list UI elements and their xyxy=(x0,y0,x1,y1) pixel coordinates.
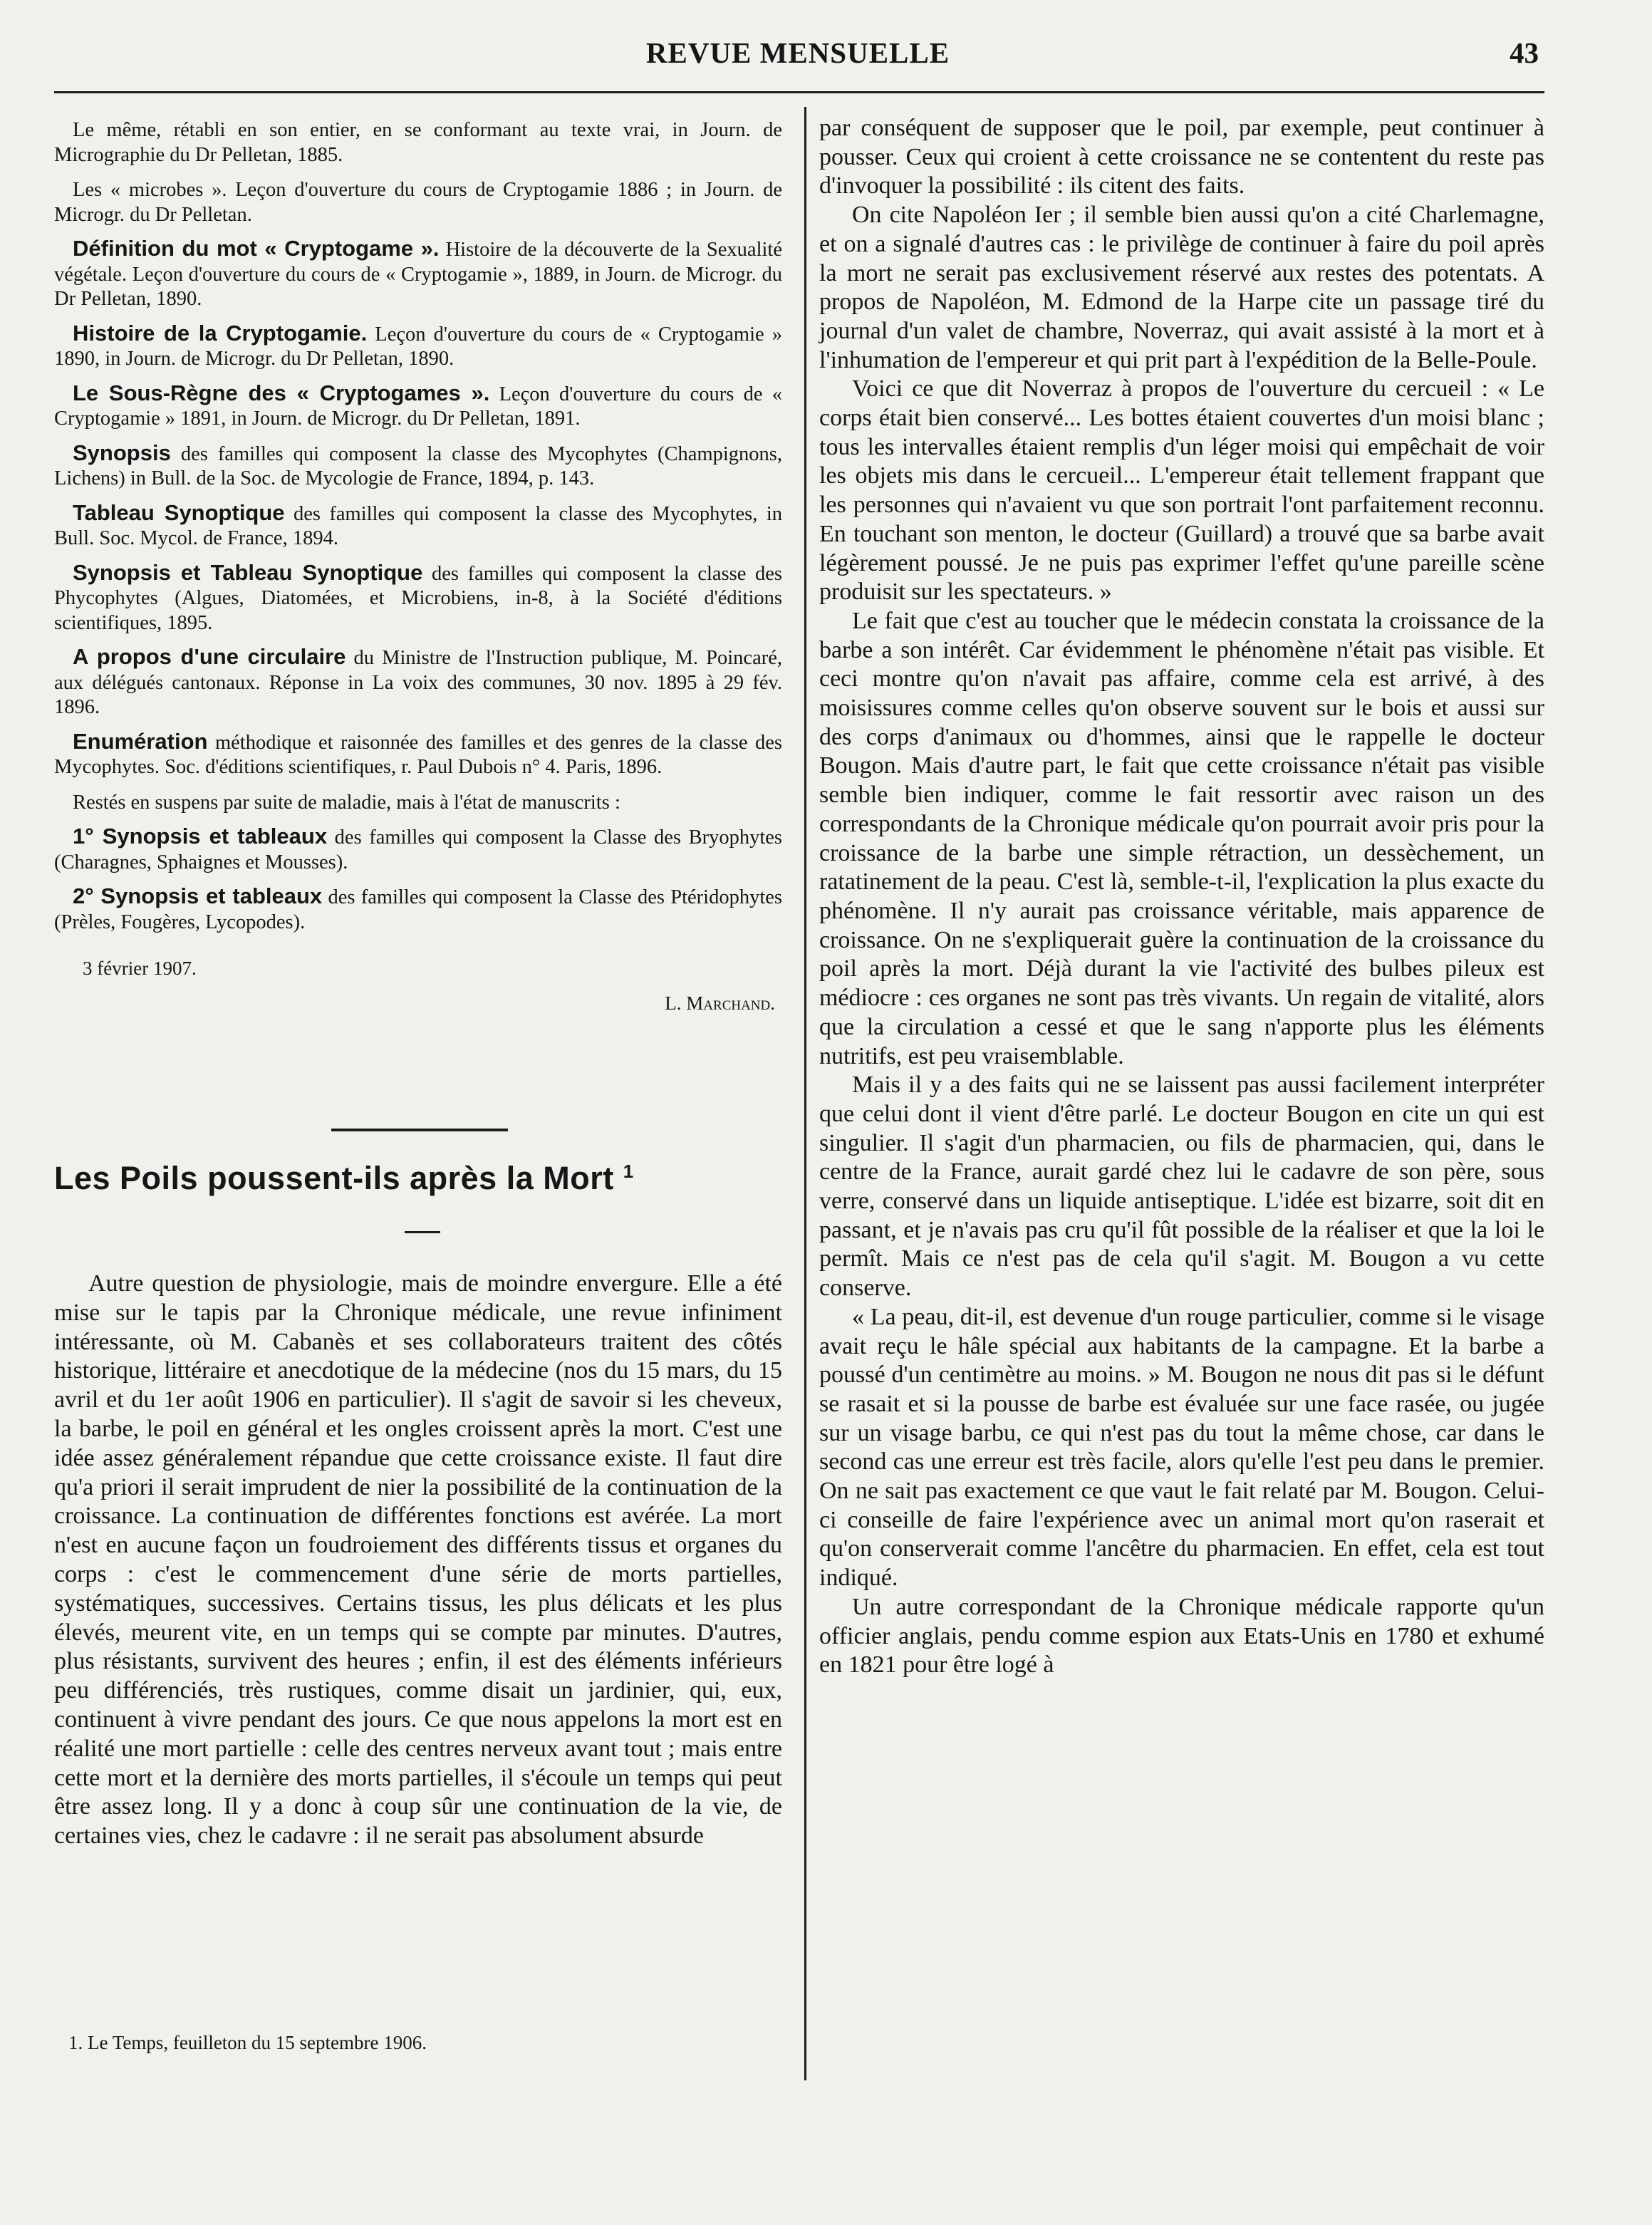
article-column-right xyxy=(819,114,1544,1680)
header-rule xyxy=(54,91,1544,93)
bibliography-entry: 1° Synopsis et tableaux des familles qui composent la Classe des Bryophytes (Charagnes, Sphaignes et Mousses). xyxy=(54,824,782,873)
bibliography-entry: 2° Synopsis et tableaux des familles qui composent la Classe des Ptéridophytes (Prèles, Fougères, Lycopodes). xyxy=(54,883,782,933)
bibliography-entry: Définition du mot « Cryptogame ». Histoire de la découverte de la Sexualité végétale. Leçon d'ouverture du cours de « Cryptogamie », 1889, in Journ. de Microgr. du Dr Pelletan, 1890. xyxy=(54,236,782,310)
article-paragraph: Autre question de physiologie, mais de moindre envergure. Elle a été mise sur le tapis par la Chronique médicale, une revue infiniment intéressante, où M. Cabanès et ses collaborateurs traitent des côtés historique, littéraire et anecdotique de la médecine (nos du 15 mars, du 15 avril et du 1er août 1906 en particulier). Il s'agit de savoir si les cheveux, la barbe, le poil en général et les ongles croissent après la mort. C'est une idée assez généralement répandue que cette croissance existe. Il faut dire qu'a priori il serait imprudent de nier la possibilité de la continuation de la croissance. La continuation de différentes fonctions est avérée. La mort n'est en aucune façon un foudroiement des différents tissus et organes du corps : c'est le commencement d'une série de morts partielles, systématiques, successives. Certains tissus, les plus délicats et les plus élevés, meurent vite, en un temps qui se compte par minutes. D'autres, plus résistants, survivent des heures ; enfin, il est des éléments inférieurs peu différenciés, très rustiques, comme disait un jardinier, qui, eux, continuent à vivre pendant des jours. Ce que nous appelons la mort est en réalité une mort partielle : celle des centres nerveux avant tout ; mais entre cette mort et la dernière des morts partielles, il s'écoule un temps qui peut être assez long. Il y a donc à coup sûr une continuation de la vie, de certaines vies, chez le cadavre : il ne serait pas absolument absurde xyxy=(54,1270,782,1850)
title-rule xyxy=(405,1231,440,1233)
section-separator xyxy=(331,1129,508,1131)
article-title: Les Poils poussent-ils après la Mort $^1$ xyxy=(54,1160,634,1196)
page-number: 43 xyxy=(1510,36,1539,69)
column-rule xyxy=(804,107,806,2080)
article-paragraph: par conséquent de supposer que le poil, par exemple, peut continuer à pousser. Ceux qui croient à cette croissance ne se contentent du reste pas d'invoquer la possibilité : ils citent des faits. xyxy=(819,115,1544,199)
dateline: 3 février 1907. xyxy=(83,958,197,979)
bibliography-entry: Les « microbes ». Leçon d'ouverture du cours de Cryptogamie 1886 ; in Journ. de Microgr. du Dr Pelletan. xyxy=(54,179,782,226)
article-paragraph: « La peau, dit-il, est devenue d'un rouge particulier, comme si le visage avait reçu le hâle spécial aux habitants de la campagne. Et la barbe a poussé d'un centimètre au moins. » M. Bougon ne nous dit pas si le défunt se rasait et si la pousse de barbe est évaluée sur une face rasée, ou jugée sur un visage barbu, ce qui n'est pas du tout la même chose, car dans le second cas une erreur est très facile, alors qu'elle l'est peu dans le premier. On ne sait pas exactement ce que vaut le fait relaté par M. Bougon. Celui-ci conseille de faire l'expérience avec un animal mort qu'on raserait et qu'on conserverait comme l'ancêtre du pharmacien. En effet, cela est tout indiqué. xyxy=(819,1303,1544,1592)
bibliography-entry: Le Sous-Règne des « Cryptogames ». Leçon d'ouverture du cours de « Cryptogamie » 1891, in Journ. de Microgr. du Dr Pelletan, 1891. xyxy=(54,380,782,430)
bibliography-entry: Histoire de la Cryptogamie. Leçon d'ouverture du cours de « Cryptogamie » 1890, in Journ. de Microgr. du Dr Pelletan, 1890. xyxy=(54,320,782,370)
footnote-marker: 1 xyxy=(623,1161,634,1182)
bibliography-entry: Synopsis des familles qui composent la classe des Mycophytes (Champignons, Lichens) in Bull. de la Soc. de Mycologie de France, 1894, p. 143. xyxy=(54,440,782,489)
article-paragraph: Un autre correspondant de la Chronique médicale rapporte qu'un officier anglais, pendu comme espion aux Etats-Unis en 1780 et exhumé en 1821 pour être logé à xyxy=(819,1593,1544,1679)
bibliography-entry: A propos d'une circulaire du Ministre de l'Instruction publique, M. Poincaré, aux délégués cantonaux. Réponse in La voix des communes, 30 nov. 1895 à 29 fév. 1896. xyxy=(54,644,782,718)
article-column-left xyxy=(54,1270,782,1851)
article-paragraph: Le fait que c'est au toucher que le médecin constata la croissance de la barbe a son intérêt. Car évidemment le phénomène n'était pas visible. Et ceci montre qu'on n'avait pas affaire, comme cela est arrivé, à des moisissures comme celles qu'on observe souvent sur le bois et aussi sur des corps d'animaux ou d'hommes, ainsi que le rappelle le docteur Bougon. Mais d'autre part, le fait que cette croissance n'était pas visible semble bien indiquer, comme le fait ressortir avec raison un des correspondants de la Chronique médicale qu'on pourrait avoir pris pour la croissance de la barbe une simple rétraction, un dessèchement, un ratatinement de la peau. C'est là, semble-t-il, l'explication la plus exacte du phénomène. Il n'y aurait pas croissance véritable, mais apparence de croissance. On ne s'expliquerait guère la continuation de la croissance du poil après la mort. Déjà durant la vie l'activité des bulbes pileux est médiocre : ces organes ne sont pas très vivants. Un regain de vitalité, alors que la circulation a cessé et que le sang n'apporte plus les éléments nutritifs, est peu vraisemblable. xyxy=(819,607,1544,1069)
bibliography-list xyxy=(54,117,782,1015)
footnote: 1. Le Temps, feuilleton du 15 septembre 1906. xyxy=(68,2032,427,2053)
bibliography-entry: Tableau Synoptique des familles qui composent la classe des Mycophytes, in Bull. Soc. Mycol. de France, 1894. xyxy=(54,499,782,549)
bibliography-entry: Synopsis et Tableau Synoptique des familles qui composent la classe des Phycophytes (Algues, Diatomées, et Microbiens, in-8, à la Société d'éditions scientifiques, 1895. xyxy=(54,559,782,634)
bibliography-entry: Le même, rétabli en son entier, en se conformant au texte vrai, in Journ. de Micrographie du Dr Pelletan, 1885. xyxy=(54,119,782,166)
bibliography-entry: Restés en suspens par suite de maladie, mais à l'état de manuscrits : xyxy=(73,791,620,814)
bibliography-entry: Enumération méthodique et raisonnée des familles et des genres de la classe des Mycophytes. Soc. d'éditions scientifiques, r. Paul Dubois n° 4. Paris, 1896. xyxy=(54,728,782,778)
article-paragraph: On cite Napoléon Ier ; il semble bien aussi qu'on a cité Charlemagne, et on a signalé d'autres cas : le privilège de continuer à faire du poil après la mort ne serait pas exclusivement réservé aux restes des potentats. A propos de Napoléon, M. Edmond de la Harpe cite un passage tiré du journal d'un valet de chambre, Noverraz, qui avait assisté à la mort et à l'inhumation de l'empereur et qui prit part à l'expédition de la Belle-Poule. xyxy=(819,202,1544,373)
author-signature: L. Marchand. xyxy=(665,992,775,1014)
running-header-title: REVUE MENSUELLE xyxy=(645,36,950,69)
article-paragraph: Voici ce que dit Noverraz à propos de l'ouverture du cercueil : « Le corps était bien conservé... Les bottes étaient couvertes d'un moisi blanc ; tous les intervalles étaient remplis d'un léger moisi qui empêchait de voir les objets mis dans le cercueil... L'empereur était tellement frappant que les personnes qui n'avaient vu que son portrait l'ont parfaitement reconnu. En touchant son menton, le docteur (Guillard) a trouvé que sa barbe avait légèrement poussé. Je ne puis pas exprimer l'effet qu'une pareille scène produisit sur les spectateurs. » xyxy=(819,375,1544,606)
article-paragraph: Mais il y a des faits qui ne se laissent pas aussi facilement interpréter que celui dont il vient d'être parlé. Le docteur Bougon en cite un qui est singulier. Il s'agit d'un pharmacien, ou fils de pharmacien, qui, dans le centre de la France, aurait gardé chez lui le cadavre de son père, sous verre, conservé dans un liquide antiseptique. L'idée est bizarre, soit dit en passant, et je n'avais pas cru qu'il fût possible de la réaliser et que la loi le permît. Mais ce n'est pas de cela qu'il s'agit. M. Bougon a vu cette conserve. xyxy=(819,1072,1544,1302)
